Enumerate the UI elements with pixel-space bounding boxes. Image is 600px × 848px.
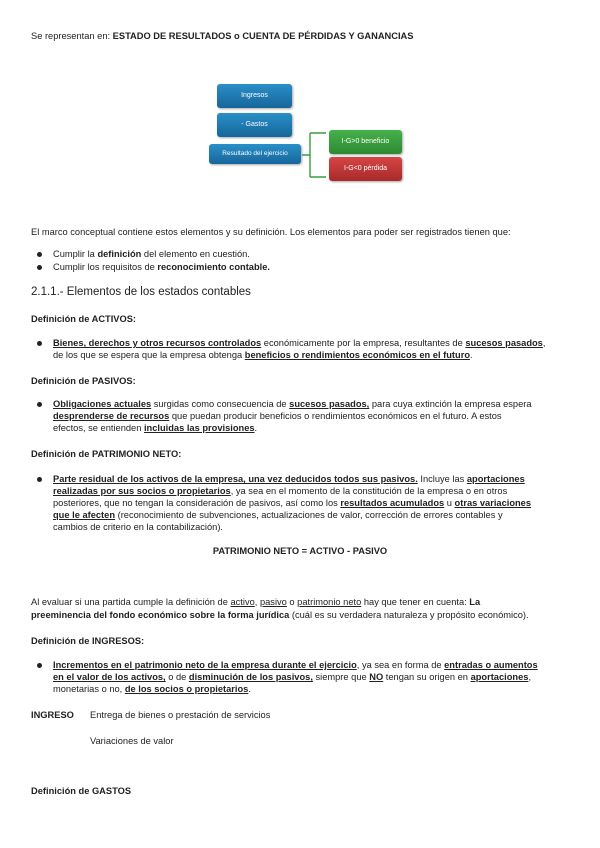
patrimonio-line-5: cambios de criterio en la contabilización). [53,522,224,532]
beneficio-box: I-G>0 beneficio [329,130,402,154]
ingresos-line-3: monetarias o no, de los socios o propietarios. [53,684,251,694]
gastos-box: - Gastos [217,113,292,137]
patrimonio-line-1: Parte residual de los activos de la empresa, una vez deducidos todos sus pasivos. Incluye las aportaciones [53,474,525,484]
perdida-box: I-G<0 pérdida [329,157,402,181]
ingresos-box: Ingresos [217,84,292,108]
activos-heading: Definición de ACTIVOS: [31,314,137,324]
intro-line: Se representan en: ESTADO DE RESULTADOS o CUENTA DE PÉRDIDAS Y GANANCIAS [31,31,414,41]
requirement-1: Cumplir la definición del elemento en cuestión. [53,249,250,259]
pasivos-line-1: Obligaciones actuales surgidas como consecuencia de sucesos pasados, para cuya extinción la empresa espera [53,399,532,409]
activos-line-2: de los que se espera que la empresa obtenga beneficios o rendimientos económicos en el futuro. [53,350,473,360]
ingresos-line-2: en el valor de los activos, o de disminución de los pasivos, siempre que NO tengan su origen en aportaciones, [53,672,532,682]
bullet-dot [37,402,42,407]
bullet-dot [37,265,42,270]
bracket-connector [300,125,332,185]
patrimonio-heading: Definición de PATRIMONIO NETO: [31,449,182,459]
ingreso-label: INGRESO [31,710,74,720]
requirement-2: Cumplir los requisitos de reconocimiento contable. [53,262,270,272]
patrimonio-line-4: que le afecten (reconocimiento de subvenciones, actualizaciones de valor, corrección de errores contables y [53,510,503,520]
activos-line-1: Bienes, derechos y otros recursos controlados económicamente por la empresa, resultantes de sucesos pasados, [53,338,546,348]
bullet-dot [37,252,42,257]
evaluar-line-2: preeminencia del fondo económico sobre la forma jurídica (cuál es su verdadera naturaleza y propósito económico). [31,610,529,620]
ingreso-item-1: Entrega de bienes o prestación de servicios [90,710,271,720]
bullet-dot [37,477,42,482]
section-title: 2.1.1.- Elementos de los estados contables [31,286,251,298]
evaluar-line-1: Al evaluar si una partida cumple la definición de activo, pasivo o patrimonio neto hay que tener en cuenta: La [31,597,481,607]
pasivos-line-3: efectos, se entienden incluidas las provisiones. [53,423,258,433]
patrimonio-line-3: posteriores, que no tengan la consideración de pasivos, así como los resultados acumulados u otras variaciones [53,498,532,508]
resultado-box: Resultado del ejercicio [209,144,301,164]
pasivos-line-2: desprenderse de recursos que puedan producir beneficios o rendimientos económicos en el futuro. A estos [53,411,502,421]
bullet-dot [37,341,42,346]
pasivos-heading: Definición de PASIVOS: [31,376,136,386]
bullet-dot [37,663,42,668]
patrimonio-line-2: realizadas por sus socios o propietarios, ya sea en el momento de la constitución de la empresa o en otros [53,486,508,496]
ingresos-line-1: Incrementos en el patrimonio neto de la empresa durante el ejercicio, ya sea en forma de entradas o aumentos [53,660,538,670]
patrimonio-formula: PATRIMONIO NETO = ACTIVO - PASIVO [212,546,388,556]
ingresos-heading: Definición de INGRESOS: [31,636,145,646]
ingreso-item-2: Variaciones de valor [90,736,174,746]
marco-paragraph: El marco conceptual contiene estos elementos y su definición. Los elementos para poder ser registrados tienen que: [31,227,511,237]
gastos-heading: Definición de GASTOS [31,786,132,796]
